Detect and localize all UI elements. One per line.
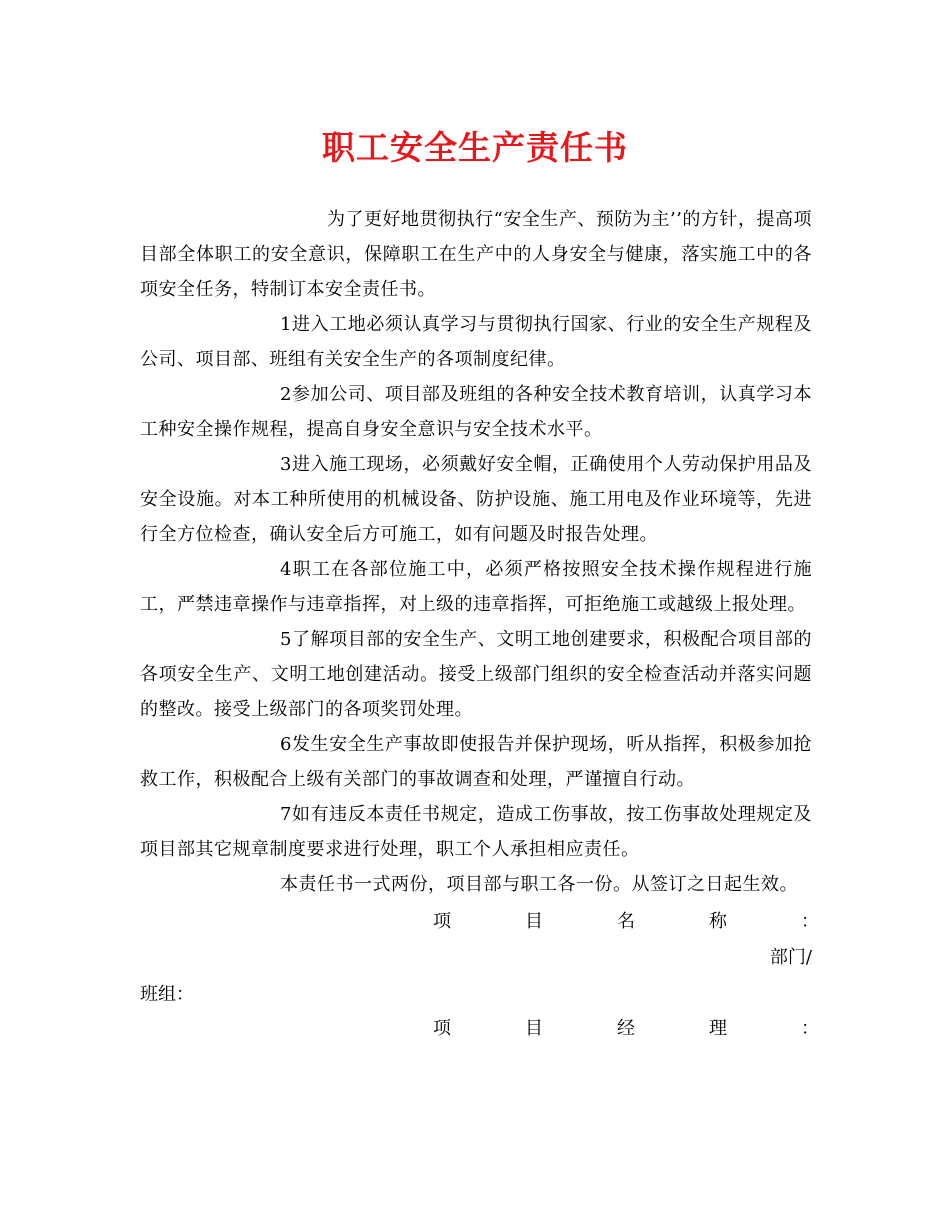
intro-paragraph: 为了更好地贯彻执行“安全生产、预防为主’’的方针，提高项目部全体职工的安全意识，保障职工在生产中的人身安全与健康，落实施工中的各项安全任务，特制订本安全责任书。 xyxy=(140,209,812,300)
document-body xyxy=(140,202,812,902)
project-manager-char: 理 xyxy=(709,1018,727,1039)
clause-2: 2参加公司、项目部及班组的各种安全技术教育培训，认真学习本工种安全操作规程，提高自身安全意识与安全技术水平。 xyxy=(140,384,812,440)
project-name-char: 名 xyxy=(617,911,635,932)
project-name-char: 目 xyxy=(525,911,543,932)
project-name-char: 项 xyxy=(433,911,451,932)
clause-3: 3进入施工现场，必须戴好安全帽，正确使用个人劳动保护用品及安全设施。对本工种所使用的机械设备、防护设施、施工用电及作业环境等，先进行全方位检查，确认安全后方可施工，如有问题及时报告处理。 xyxy=(140,454,812,545)
clause-4: 4职工在各部位施工中，必须严格按照安全技术操作规程进行施工，严禁违章操作与违章指挥，对上级的违章指挥，可拒绝施工或越级上报处理。 xyxy=(140,559,812,615)
project-manager-label xyxy=(433,1011,819,1046)
department-label: 部门/ xyxy=(769,947,812,968)
project-manager-colon: ： xyxy=(801,1018,819,1039)
project-name-colon: ： xyxy=(801,911,819,932)
clause-5: 5了解项目部的安全生产、文明工地创建要求，积极配合项目部的各项安全生产、文明工地创建活动。接受上级部门组织的安全检查活动并落实问题的整改。接受上级部门的各项奖罚处理。 xyxy=(140,629,812,720)
clause-1: 1进入工地必须认真学习与贯彻执行国家、行业的安全生产规程及公司、项目部、班组有关安全生产的各项制度纪律。 xyxy=(140,314,812,370)
project-manager-char: 经 xyxy=(617,1018,635,1039)
clause-6: 6发生安全生产事故即使报告并保护现场，听从指挥，积极参加抢救工作，积极配合上级有关部门的事故调查和处理，严谨擅自行动。 xyxy=(140,734,812,790)
document-title: 职工安全生产责任书 xyxy=(322,128,628,167)
project-manager-char: 项 xyxy=(433,1018,451,1039)
clause-7: 7如有违反本责任书规定，造成工伤事故，按工伤事故处理规定及项目部其它规章制度要求进行处理，职工个人承担相应责任。 xyxy=(140,804,812,860)
project-name-char: 称 xyxy=(709,911,727,932)
project-name-label xyxy=(433,904,819,939)
project-manager-char: 目 xyxy=(525,1018,543,1039)
closing-statement: 本责任书一式两份，项目部与职工各一份。从签订之日起生效。 xyxy=(280,874,798,895)
team-label: 班组： xyxy=(140,984,194,1005)
